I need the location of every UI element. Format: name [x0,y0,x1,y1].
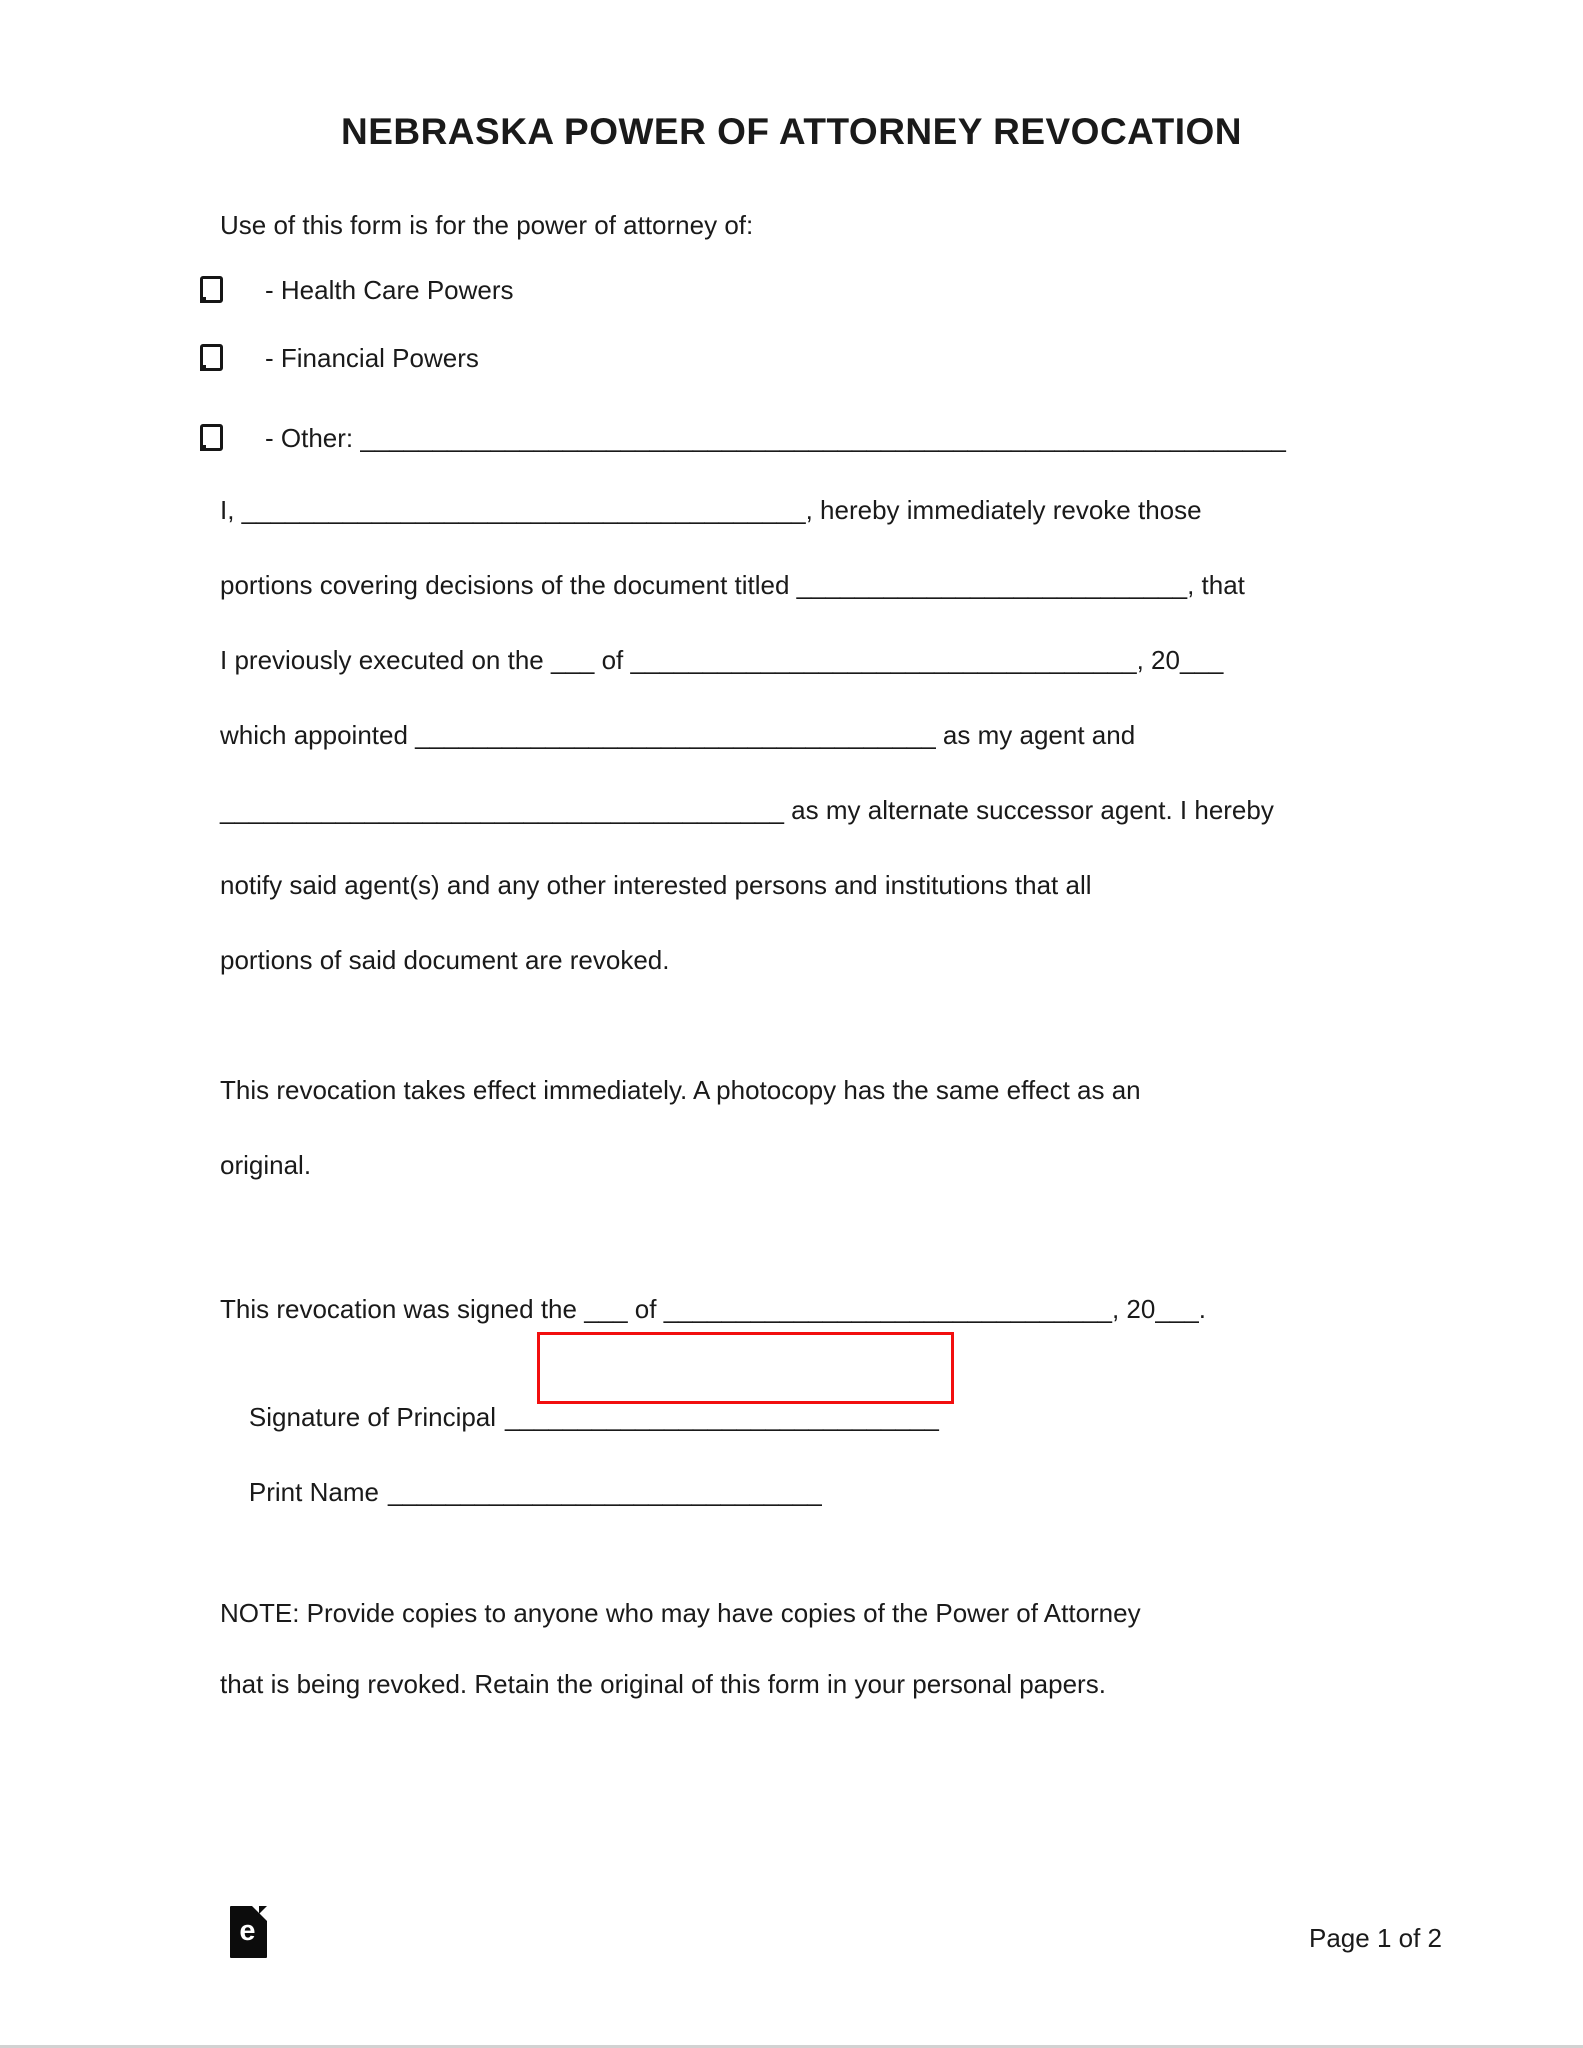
revocation-line-3: I previously executed on the ___ of ___________________________________, 20___ [220,645,1224,675]
revocation-line-7: portions of said document are revoked. [220,945,670,975]
revocation-line-6: notify said agent(s) and any other interested persons and institutions that all [220,870,1092,900]
page-indicator: Page 1 of 2 [1309,1923,1442,1953]
checkbox-row-other [200,423,1286,453]
financial-checkbox[interactable] [200,344,223,371]
effect-line-1: This revocation takes effect immediately. A photocopy has the same effect as an [220,1075,1141,1105]
signature-label: Signature of Principal [248,1402,497,1432]
intro-text: Use of this form is for the power of attorney of: [220,210,754,240]
print-name-blank: ______________________________ [387,1477,822,1507]
checkbox-row-health-care [200,275,514,305]
revocation-line-2: portions covering decisions of the document titled ___________________________, that [220,570,1245,600]
financial-checkbox-label: - Financial Powers [265,343,479,373]
revocation-line-4: which appointed ____________________________________ as my agent and [220,720,1136,750]
page-title: NEBRASKA POWER OF ATTORNEY REVOCATION [340,111,1243,152]
logo-letter: e [239,1915,256,1947]
note-line-2: that is being revoked. Retain the original of this form in your personal papers. [220,1669,1106,1699]
revocation-line-5: _______________________________________ as my alternate successor agent. I hereby [220,795,1274,825]
logo-fold-flap-icon [259,1906,267,1914]
other-checkbox[interactable] [200,424,223,451]
note-line-1: NOTE: Provide copies to anyone who may have copies of the Power of Attorney [220,1598,1141,1628]
health-care-checkbox[interactable] [200,276,223,303]
print-name-line [220,1447,822,1537]
revocation-line-1: I, _______________________________________, hereby immediately revoke those [220,495,1202,525]
signature-blank: ______________________________ [505,1402,939,1432]
signature-highlight-box[interactable] [537,1332,954,1404]
other-checkbox-label: - Other: ________________________________________________________________ [265,423,1286,453]
checkbox-row-financial [200,343,479,373]
health-care-checkbox-label: - Health Care Powers [265,275,514,305]
print-name-label: Print Name [248,1477,379,1507]
signed-date-line: This revocation was signed the ___ of _______________________________, 20___. [220,1294,1206,1324]
eforms-logo [230,1906,267,1958]
effect-line-2: original. [220,1150,312,1180]
